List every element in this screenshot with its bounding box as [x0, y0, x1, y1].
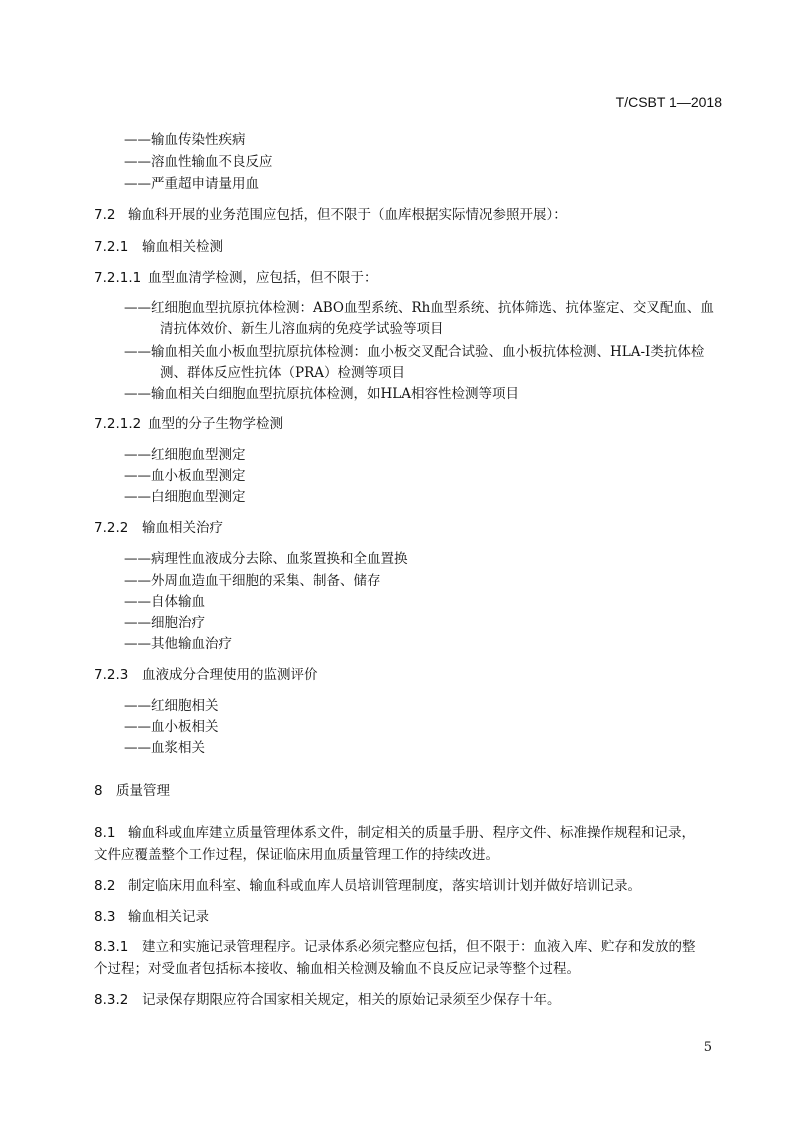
section-number: 8.3.2: [94, 992, 129, 1008]
section-8-3-1: [94, 937, 696, 957]
section-8: [94, 781, 170, 801]
section-7-2-1-2: [94, 414, 283, 434]
section-text: 建立和实施记录管理程序。记录体系必须完整应包括，但不限于：血液入库、贮存和发放的整: [142, 939, 696, 955]
list-item: ——血小板相关: [124, 719, 219, 735]
list-item: ——红细胞血型测定: [124, 447, 246, 463]
list-item: ——病理性血液成分去除、血浆置换和全血置换: [124, 551, 408, 567]
section-text: 血型血清学检测，应包括，但不限于：: [148, 270, 378, 286]
section-text: 记录保存期限应符合国家相关规定，相关的原始记录须至少保存十年。: [142, 992, 561, 1008]
section-7-2-1-1: [94, 268, 378, 288]
list-item: ——自体输血: [124, 594, 205, 610]
section-number: 7.2.3: [94, 667, 129, 683]
section-number: 8.3: [94, 909, 116, 925]
list-item: ——红细胞相关: [124, 698, 219, 714]
section-number: 7.2.1.2: [94, 416, 142, 432]
section-number: 7.2.2: [94, 520, 129, 536]
list-item: ——其他输血治疗: [124, 636, 232, 652]
section-8-3: [94, 907, 209, 927]
section-title: 输血相关检测: [142, 239, 223, 255]
page-number: 5: [703, 1040, 712, 1055]
section-number: 7.2: [94, 207, 116, 223]
section-7-2-2: [94, 518, 223, 538]
section-title: 血型的分子生物学检测: [148, 416, 283, 432]
list-item: ——输血传染性疾病: [124, 132, 246, 148]
list-item: ——输血相关白细胞血型抗原抗体检测，如HLA相容性检测等项目: [124, 386, 519, 402]
section-text: 输血科开展的业务范围应包括，但不限于（血库根据实际情况参照开展）：: [128, 207, 567, 223]
list-item: ——输血相关血小板血型抗原抗体检测：血小板交叉配合试验、血小板抗体检测、HLA-Ⅰ类抗体检: [124, 344, 705, 360]
list-item: ——血小板血型测定: [124, 468, 246, 484]
section-7-2: [94, 205, 567, 225]
section-text: 制定临床用血科室、输血科或血库人员培训管理制度，落实培训计划并做好培训记录。: [128, 878, 641, 894]
list-item-continuation: 测、群体反应性抗体（PRA）检测等项目: [160, 365, 405, 381]
list-item: ——血浆相关: [124, 740, 205, 756]
section-number: 7.2.1.1: [94, 270, 142, 286]
list-item: ——红细胞血型抗原抗体检测：ABO血型系统、Rh血型系统、抗体筛选、抗体鉴定、交叉配血、血: [124, 300, 714, 316]
section-number: 8.2: [94, 878, 116, 894]
list-item-continuation: 清抗体效价、新生儿溶血病的免疫学试验等项目: [160, 321, 444, 337]
section-7-2-3: [94, 665, 318, 685]
section-8-1-continuation: 文件应覆盖整个工作过程，保证临床用血质量管理工作的持续改进。: [94, 847, 499, 863]
section-number: 8: [94, 783, 103, 799]
section-title: 输血相关记录: [128, 909, 209, 925]
list-item: ——外周血造血干细胞的采集、制备、储存: [124, 573, 381, 589]
section-8-3-1-continuation: 个过程；对受血者包括标本接收、输血相关检测及输血不良反应记录等整个过程。: [94, 961, 580, 977]
section-number: 7.2.1: [94, 239, 129, 255]
section-8-3-2: [94, 990, 561, 1010]
list-item: ——溶血性输血不良反应: [124, 154, 273, 170]
document-code: T/CSBT 1—2018: [615, 94, 722, 110]
section-title: 血液成分合理使用的监测评价: [142, 667, 318, 683]
section-8-2: [94, 876, 641, 896]
section-8-1: [94, 823, 695, 843]
section-number: 8.1: [94, 825, 116, 841]
list-item: ——严重超申请量用血: [124, 176, 259, 192]
section-title: 输血相关治疗: [142, 520, 223, 536]
section-7-2-1: [94, 237, 223, 257]
section-text: 输血科或血库建立质量管理体系文件，制定相关的质量手册、程序文件、标准操作规程和记录，: [128, 825, 695, 841]
section-title: 质量管理: [116, 783, 170, 799]
section-number: 8.3.1: [94, 939, 129, 955]
list-item: ——细胞治疗: [124, 615, 205, 631]
list-item: ——白细胞血型测定: [124, 489, 246, 505]
